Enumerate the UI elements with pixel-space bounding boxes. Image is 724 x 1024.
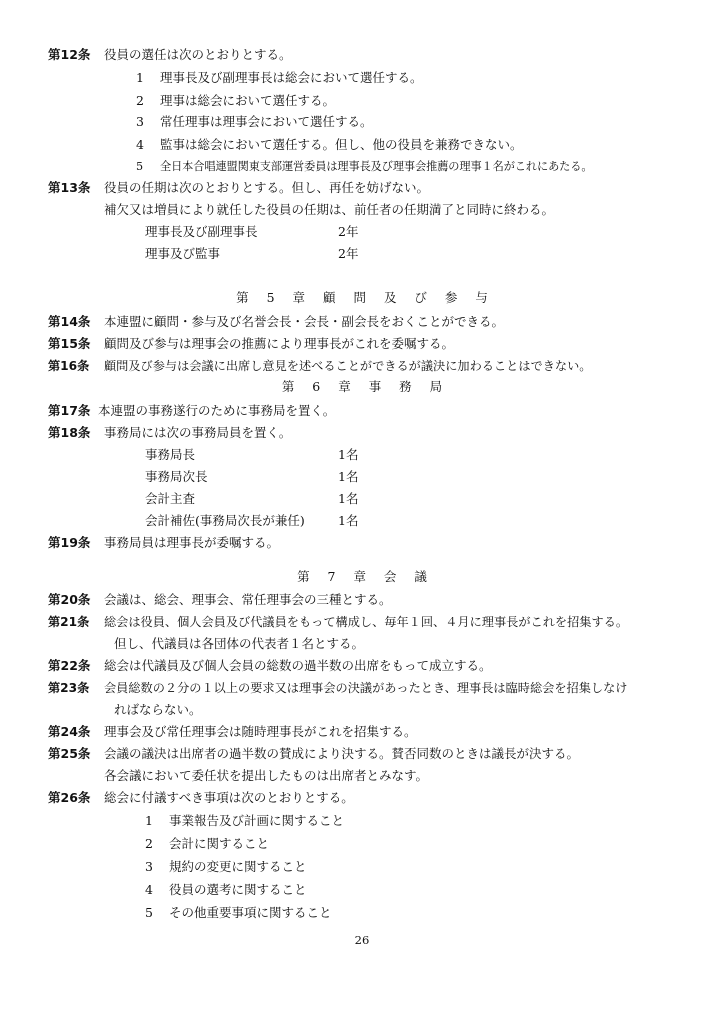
article-18 xyxy=(48,425,694,441)
list-item xyxy=(145,836,694,852)
term-row xyxy=(145,224,694,240)
list-item xyxy=(145,859,694,875)
staff-role: 事務局長 xyxy=(145,447,196,462)
item-number: 2 xyxy=(136,93,144,108)
article-text: 事務局には次の事務局員を置く。 xyxy=(104,425,292,440)
chapter-7-heading: 第 7 章 会 議 xyxy=(297,569,427,584)
list-item xyxy=(136,114,694,130)
article-21 xyxy=(48,614,694,630)
article-label: 第14条 xyxy=(48,314,91,329)
article-text: 総会は代議員及び個人会員の総数の過半数の出席をもって成立する。 xyxy=(104,658,492,673)
list-item xyxy=(136,70,694,86)
article-19 xyxy=(48,535,694,551)
article-text: 理事会及び常任理事会は随時理事長がこれを招集する。 xyxy=(104,724,417,739)
article-text: 本連盟の事務遂行のために事務局を置く。 xyxy=(98,403,336,418)
article-15 xyxy=(48,336,694,352)
article-25 xyxy=(48,746,694,762)
chapter-6-heading: 第 6 章 事 務 局 xyxy=(281,379,443,394)
item-text: 規約の変更に関すること xyxy=(169,859,307,874)
article-17 xyxy=(48,403,694,419)
article-label: 第17条 xyxy=(48,403,91,418)
article-label: 第15条 xyxy=(48,336,91,351)
list-item xyxy=(145,813,694,829)
article-22 xyxy=(48,658,694,674)
article-label: 第25条 xyxy=(48,746,91,761)
term-role: 理事長及び副理事長 xyxy=(145,224,258,239)
list-item xyxy=(145,882,694,898)
term-role: 理事及び監事 xyxy=(145,246,221,261)
item-text: その他重要事項に関すること xyxy=(169,905,332,920)
article-label: 第16条 xyxy=(48,359,90,373)
article-label: 第26条 xyxy=(48,790,91,805)
article-text: 顧問及び参与は会議に出席し意見を述べることができるが議決に加わることはできない。 xyxy=(104,359,592,373)
article-16 xyxy=(48,358,694,374)
item-number: 5 xyxy=(136,160,144,173)
staff-row xyxy=(145,491,694,507)
list-item xyxy=(136,93,694,109)
term-row xyxy=(145,246,694,262)
article-label: 第20条 xyxy=(48,592,91,607)
article-26 xyxy=(48,790,694,806)
item-number: 4 xyxy=(136,137,144,152)
item-text: 事業報告及び計画に関すること xyxy=(169,813,345,828)
article-20 xyxy=(48,592,694,608)
article-text: 役員の任期は次のとおりとする。但し、再任を妨げない。 xyxy=(104,180,430,195)
item-text: 役員の選考に関すること xyxy=(169,882,307,897)
staff-role: 会計補佐(事務局次長が兼任) xyxy=(145,513,305,528)
staff-row xyxy=(145,447,694,463)
item-text: 理事長及び副理事長は総会において選任する。 xyxy=(160,70,423,85)
item-number: 4 xyxy=(145,882,153,897)
article-text: 総会に付議すべき事項は次のとおりとする。 xyxy=(104,790,354,805)
item-number: 1 xyxy=(145,813,153,828)
item-number: 2 xyxy=(145,836,153,851)
staff-role: 事務局次長 xyxy=(145,469,208,484)
article-13 xyxy=(48,180,694,196)
article-text: 会議の議決は出席者の過半数の賛成により決する。賛否同数のときは議長が決する。 xyxy=(104,746,580,761)
article-text: 顧問及び参与は理事会の推薦により理事長がこれを委嘱する。 xyxy=(104,336,455,351)
article-label: 第12条 xyxy=(48,47,91,62)
article-label: 第24条 xyxy=(48,724,91,739)
staff-row xyxy=(145,469,694,485)
staff-role: 会計主査 xyxy=(145,491,196,506)
article-continuation: 但し、代議員は各団体の代表者１名とする。 xyxy=(114,636,365,651)
item-text: 全日本合唱連盟関東支部運営委員は理事長及び理事会推薦の理事１名がこれにあたる。 xyxy=(160,160,593,173)
article-text: 事務局員は理事長が委嘱する。 xyxy=(104,535,280,550)
item-text: 監事は総会において選任する。但し、他の役員を兼務できない。 xyxy=(160,137,523,152)
staff-count: 1名 xyxy=(338,491,359,506)
list-item xyxy=(145,905,694,921)
article-14 xyxy=(48,314,694,330)
item-number: 1 xyxy=(136,70,144,85)
article-text: 会員総数の２分の１以上の要求又は理事会の決議があったとき、理事長は臨時総会を招集しなけ xyxy=(104,681,628,695)
staff-count: 1名 xyxy=(338,447,359,462)
article-label: 第23条 xyxy=(48,681,90,695)
article-12 xyxy=(48,47,694,63)
list-item xyxy=(136,159,694,175)
article-continuation: 各会議において委任状を提出したものは出席者とみなす。 xyxy=(104,768,429,783)
article-24 xyxy=(48,724,694,740)
article-23 xyxy=(48,680,694,696)
article-label: 第22条 xyxy=(48,658,91,673)
article-text: 会議は、総会、理事会、常任理事会の三種とする。 xyxy=(104,592,392,607)
staff-count: 1名 xyxy=(338,469,359,484)
term-length: 2年 xyxy=(338,224,359,239)
staff-row xyxy=(145,513,694,529)
staff-count: 1名 xyxy=(338,513,359,528)
page-number: 26 xyxy=(354,933,370,947)
item-number: 3 xyxy=(145,859,153,874)
article-label: 第18条 xyxy=(48,425,91,440)
item-text: 理事は総会において選任する。 xyxy=(160,93,336,108)
chapter-5-heading: 第 5 章 顧 問 及 び 参 与 xyxy=(236,290,488,305)
article-text: 総会は役員、個人会員及び代議員をもって構成し、毎年１回、４月に理事長がこれを招集する。 xyxy=(104,615,629,629)
article-text: 役員の選任は次のとおりとする。 xyxy=(104,47,292,62)
article-label: 第19条 xyxy=(48,535,91,550)
article-label: 第21条 xyxy=(48,615,90,629)
item-number: 3 xyxy=(136,114,144,129)
article-text: 本連盟に顧問・参与及び名誉会長・会長・副会長をおくことができる。 xyxy=(104,314,505,329)
list-item xyxy=(136,137,694,153)
item-number: 5 xyxy=(145,905,153,920)
article-label: 第13条 xyxy=(48,180,91,195)
item-text: 常任理事は理事会において選任する。 xyxy=(160,114,373,129)
article-continuation: 補欠又は増員により就任した役員の任期は、前任者の任期満了と同時に終わる。 xyxy=(104,202,555,217)
article-continuation: ればならない。 xyxy=(114,702,202,717)
term-length: 2年 xyxy=(338,246,359,261)
item-text: 会計に関すること xyxy=(169,836,270,851)
